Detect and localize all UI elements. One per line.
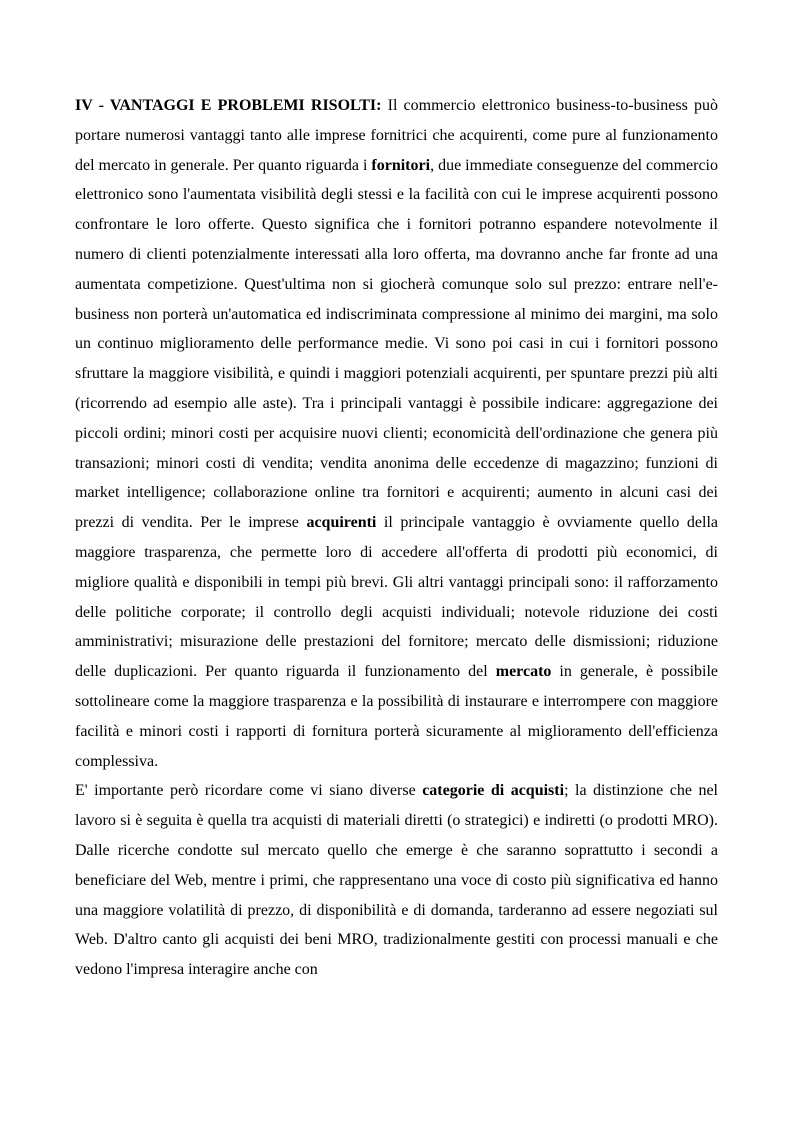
paragraph-text: ; la distinzione che nel lavoro si è seguita è quella tra acquisti di materiali diretti (o strategici) e indiretti (o prodotti MRO). Dalle ricerche condotte sul mercato quello che emerge è che saranno soprattutto i secondi a beneficiare del Web, mentre i primi, che rappresentano una voce di costo più significativa ed hanno una maggiore volatilità di prezzo, di disponibilità e di domanda, tarderanno ad essere negoziati sul Web. D'altro canto gli acquisti dei beni MRO, tradizionalmente gestiti con processi manuali e che vedono l'impresa interagire anche con bbox=[75, 782, 719, 979]
document-page bbox=[75, 91, 718, 985]
paragraph-text: , due immediate conseguenze del commercio elettronico sono l'aumentata visibilità degli stessi e la facilità con cui le imprese acquirenti possono confrontare le loro offerte. Questo significa che i fornitori potranno espandere notevolmente il numero di clienti potenzialmente interessati alla loro offerta, ma dovranno anche far fronte ad una aumentata competizione. Quest'ultima non si giocherà comunque solo sul prezzo: entrare nell'e-business non porterà un'automatica ed indiscriminata compressione al minimo dei margini, ma solo un continuo miglioramento delle performance medie. Vi sono poi casi in cui i fornitori possono sfruttare la maggiore visibilità, e quindi i maggiori potenziali acquirenti, per spuntare prezzi più alti (ricorrendo ad esempio alle aste). Tra i principali vantaggi è possibile indicare: aggregazione dei piccoli ordini; minori costi per acquisire nuovi clienti; economicità dell'ordinazione che genera più transazioni; minori costi di vendita; vendita anonima delle eccedenze di magazzino; funzioni di market intelligence; collaborazione online tra fornitori e acquirenti; aumento in alcuni casi dei prezzi di vendita. Per le imprese bbox=[75, 156, 718, 532]
bold-term-mercato: mercato bbox=[495, 663, 552, 681]
bold-term-acquirenti: acquirenti bbox=[306, 514, 377, 532]
bold-term-fornitori: fornitori bbox=[371, 156, 431, 174]
paragraph-text: E' importante però ricordare come vi siano diverse bbox=[75, 782, 423, 800]
paragraph-text: in generale, è possibile sottolineare come la maggiore trasparenza e la possibilità di instaurare e interrompere con maggiore facilità e minori costi i rapporti di fornitura porterà sicuramente al miglioramento dell'efficienza complessiva. bbox=[75, 663, 719, 770]
bold-term-categorie: categorie di acquisti bbox=[422, 782, 565, 800]
section-heading: IV - VANTAGGI E PROBLEMI RISOLTI: bbox=[75, 97, 382, 114]
paragraph-text: Il commercio elettronico business-to-business può portare numerosi vantaggi tanto alle imprese fornitrici che acquirenti, come pure al funzionamento del mercato in generale. Per quanto riguarda i bbox=[75, 97, 718, 174]
paragraph-vantaggi bbox=[75, 91, 718, 776]
paragraph-categorie bbox=[75, 776, 718, 985]
paragraph-text: il principale vantaggio è ovviamente quello della maggiore trasparenza, che permette loro di accedere all'offerta di prodotti più economici, di migliore qualità e disponibili in tempi più brevi. Gli altri vantaggi principali sono: il rafforzamento delle politiche corporate; il controllo degli acquisti individuali; notevole riduzione dei costi amministrativi; misurazione delle prestazioni del fornitore; mercato delle dismissioni; riduzione delle duplicazioni. Per quanto riguarda il funzionamento del bbox=[75, 514, 719, 681]
